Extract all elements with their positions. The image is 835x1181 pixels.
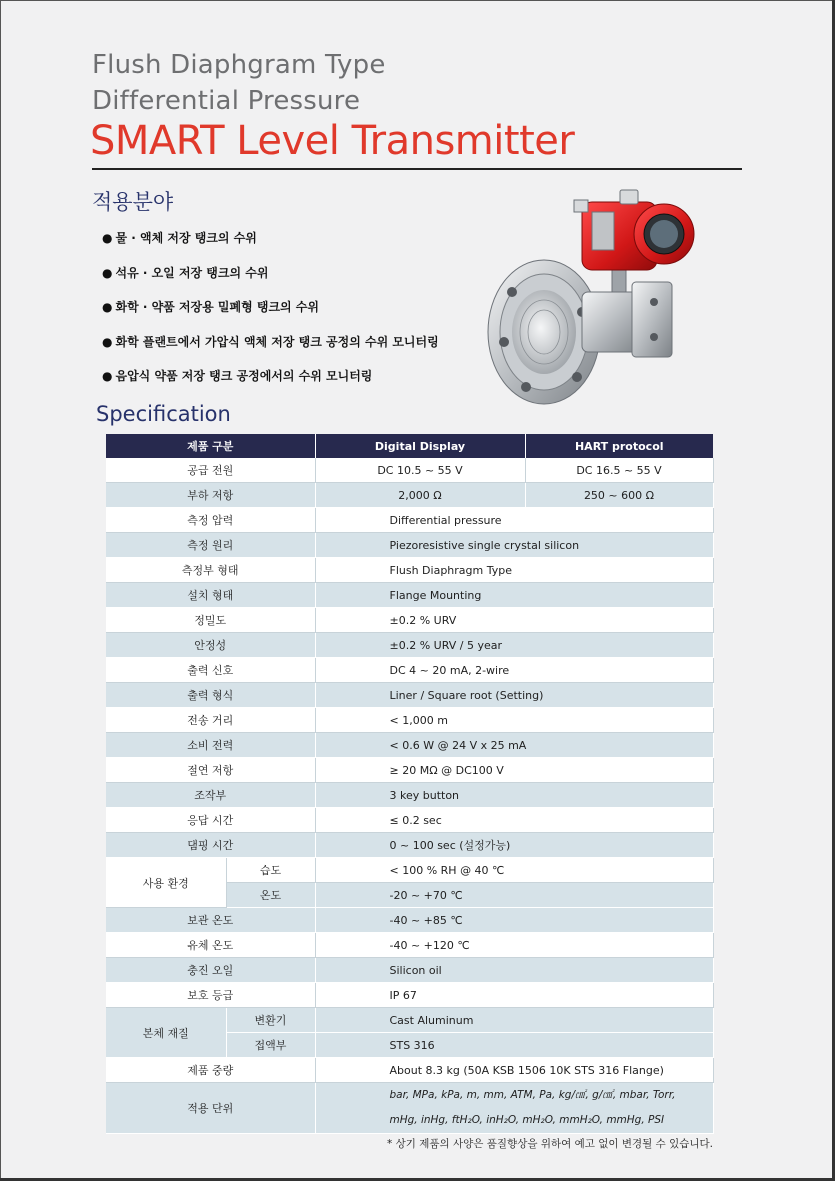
body-material-label: 본체 재질 <box>106 1008 226 1058</box>
table-row: 출력 형식 Liner / Square root (Setting) <box>106 683 713 708</box>
specification-heading: Specification <box>96 402 231 426</box>
table-row: 보호 등급 IP 67 <box>106 983 713 1008</box>
table-row: 유체 온도 -40 ~ +120 ℃ <box>106 933 713 958</box>
applications-heading: 적용분야 <box>92 190 174 214</box>
table-row: 적용 단위 bar, MPa, kPa, m, mm, ATM, Pa, kg/㎠, g/㎠, mbar, Torr, mHg, inHg, ftH₂O, inH₂O, mH₂O, mmH₂O, mmHg, PSI <box>106 1083 713 1134</box>
table-row: 측정 원리 Piezoresistive single crystal silicon <box>106 533 713 558</box>
bullet-icon: ● <box>102 334 113 349</box>
table-row: 설치 형태 Flange Mounting <box>106 583 713 608</box>
table-row: 사용 환경 습도 < 100 % RH @ 40 ℃ <box>106 858 713 883</box>
table-row: 공급 전원 DC 10.5 ~ 55 V DC 16.5 ~ 55 V <box>106 458 713 483</box>
list-item: ● 물 · 액체 저장 탱크의 수위 <box>102 231 257 245</box>
table-row: 측정 압력 Differential pressure <box>106 508 713 533</box>
applications-list <box>102 230 439 403</box>
table-row: 정밀도 ±0.2 % URV <box>106 608 713 633</box>
bullet-icon: ● <box>102 300 113 314</box>
transmitter-product-image <box>482 182 712 412</box>
units-line-1: bar, MPa, kPa, m, mm, ATM, Pa, kg/㎠, g/㎠, mbar, Torr, <box>389 1089 676 1101</box>
list-item: ● 화학 · 약품 저장용 밀폐형 탱크의 수위 <box>102 300 319 314</box>
specification-table <box>106 434 714 1134</box>
units-line-2: mHg, inHg, ftH₂O, inH₂O, mH₂O, mmH₂O, mmHg, PSI <box>389 1114 665 1126</box>
product-title: SMART Level Transmitter <box>90 118 575 164</box>
table-header-row <box>106 434 713 458</box>
table-row: 측정부 형태 Flush Diaphragm Type <box>106 558 713 583</box>
table-row: 출력 신호 DC 4 ~ 20 mA, 2-wire <box>106 658 713 683</box>
title-line-2: Differential Pressure <box>92 86 361 116</box>
table-row: 응답 시간 ≤ 0.2 sec <box>106 808 713 833</box>
table-row: 전송 거리 < 1,000 m <box>106 708 713 733</box>
header-digital-display: Digital Display <box>315 434 525 458</box>
header-hart-protocol: HART protocol <box>525 434 713 458</box>
table-row: 소비 전력 < 0.6 W @ 24 V x 25 mA <box>106 733 713 758</box>
bullet-icon: ● <box>102 231 113 245</box>
footnote: * 상기 제품의 사양은 품질향상을 위하여 예고 없이 변경될 수 있습니다. <box>387 1138 713 1150</box>
table-row: 제품 중량 About 8.3 kg (50A KSB 1506 10K STS 316 Flange) <box>106 1058 713 1083</box>
table-row: 온도 -20 ~ +70 ℃ <box>106 883 713 908</box>
list-item: ● 석유 · 오일 저장 탱크의 수위 <box>102 265 269 280</box>
bullet-icon: ● <box>102 265 113 280</box>
bullet-icon: ● <box>102 369 113 383</box>
table-row: 본체 재질 변환기 Cast Aluminum <box>106 1008 713 1033</box>
table-row: 댐핑 시간 0 ~ 100 sec (설정가능) <box>106 833 713 858</box>
title-line-1: Flush Diaphgram Type <box>92 50 386 80</box>
table-row: 안정성 ±0.2 % URV / 5 year <box>106 633 713 658</box>
header-category: 제품 구분 <box>106 434 315 458</box>
table-row: 보관 온도 -40 ~ +85 ℃ <box>106 908 713 933</box>
table-row: 부하 저항 2,000 Ω 250 ~ 600 Ω <box>106 483 713 508</box>
list-item: ● 화학 플랜트에서 가압식 액체 저장 탱크 공정의 수위 모니터링 <box>102 334 439 349</box>
table-row: 조작부 3 key button <box>106 783 713 808</box>
title-divider <box>92 168 742 170</box>
list-item: ● 음압식 약품 저장 탱크 공정에서의 수위 모니터링 <box>102 369 373 383</box>
env-label: 사용 환경 <box>106 858 226 908</box>
table-row: 접액부 STS 316 <box>106 1033 713 1058</box>
table-row: 절연 저항 ≥ 20 MΩ @ DC100 V <box>106 758 713 783</box>
table-row: 충진 오일 Silicon oil <box>106 958 713 983</box>
